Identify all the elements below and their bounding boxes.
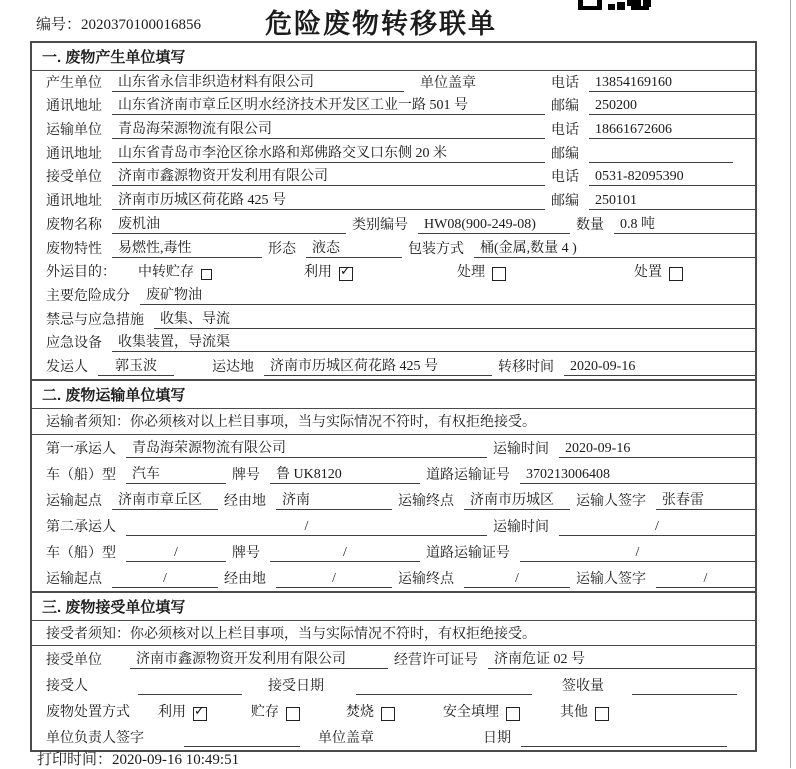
quantity-value: 0.8 吨 [614,213,755,234]
page-title: 危险废物转移联单 [265,9,497,39]
zip-label: 邮编 [551,146,579,162]
checkbox-disposal-incineration[interactable] [381,707,395,721]
first-carrier-time-value: 2020-09-16 [559,441,755,458]
first-carrier-value: 青岛海荣源物流有限公司 [126,437,487,458]
print-time [37,748,239,769]
first-via-value: 济南 [276,489,392,510]
first-vehicle-value: 汽车 [126,463,226,484]
checkbox-disposal[interactable] [669,267,683,281]
receiver-person-value [138,679,242,695]
first-origin-value: 济南市章丘区 [112,489,218,510]
address-label: 通讯地址 [46,99,102,115]
second-via-value: / [276,571,392,588]
checkbox-disposal-other[interactable] [595,707,609,721]
row-second-carrier [32,513,755,539]
disposal-option-incineration [346,701,395,721]
row-producer-address [32,95,755,119]
row-shipper [32,355,755,379]
receiver-person-label: 接受人 [46,678,88,694]
disposal-method-label: 废物处置方式 [46,704,130,720]
receiving-unit-value: 济南市鑫源物资开发利用有限公司 [130,648,388,669]
first-terminus-value: 济南市历城区 [464,489,570,510]
checkbox-transfer-storage[interactable] [201,269,212,280]
transfer-date-label: 转移时间 [498,359,554,375]
second-vehicle-value: / [126,545,226,562]
purpose-option-disposal [634,261,683,281]
row-hazard-component [32,284,755,308]
taboo-label: 禁忌与应急措施 [46,312,144,328]
packing-label: 包装方式 [408,241,464,257]
equipment-label: 应急设备 [46,336,102,352]
producer-label: 产生单位 [46,75,102,91]
purpose-label: 外运目的： [46,265,116,281]
row-emergency-equipment [32,332,755,356]
waste-name-value: 废机油 [112,213,346,234]
zip-label: 邮编 [551,99,579,115]
second-carrier-time-value: / [559,519,755,536]
destination-label: 运达地 [212,359,254,375]
option-label: 处置 [634,265,662,281]
row-second-vehicle [32,539,755,565]
origin-label: 运输起点 [46,493,102,509]
option-label: 其他 [560,704,588,720]
shipper-value: 郭玉波 [98,355,174,376]
terminus-label: 运输终点 [398,493,454,509]
category-label: 类别编号 [352,217,408,233]
phone-label: 电话 [551,170,579,186]
hazard-label: 主要危险成分 [46,288,130,304]
receiving-unit-label: 接受单位 [46,652,102,668]
row-first-route [32,487,755,513]
option-label: 贮存 [251,704,279,720]
transporter-notice [32,409,755,435]
notice-text: 运输者须知：你必须核对以上栏目事项，当与实际情况不符时，有权拒绝接受。 [46,415,536,431]
address-label: 通讯地址 [46,194,102,210]
vehicle-type-label: 车（船）型 [46,467,116,483]
road-permit-label: 道路运输证号 [426,545,510,561]
option-label: 利用 [158,704,186,720]
checkbox-use[interactable] [339,267,353,281]
producer-phone-value: 13854169160 [589,75,755,92]
second-carrier-label: 第二承运人 [46,519,116,535]
character-label: 废物特性 [46,241,102,257]
option-label: 焚烧 [346,704,374,720]
plate-label: 牌号 [232,545,260,561]
hazard-value: 废矿物油 [140,284,755,305]
received-qty-value [632,679,737,695]
shipper-label: 发运人 [46,359,88,375]
row-transfer-purpose [32,261,755,285]
phone-label: 电话 [551,123,579,139]
producer-address-value: 山东省济南市章丘区明水经济技术开发区工业一路 501 号 [112,94,545,115]
transporter-value: 青岛海荣源物流有限公司 [112,118,545,139]
license-value: 济南危证 02 号 [488,648,755,669]
receiver-value: 济南市鑫源物资开发利用有限公司 [112,165,545,186]
row-taboo-measures [32,308,755,332]
doc-number-label: 编号： [36,17,82,33]
terminus-label: 运输终点 [398,571,454,587]
license-label: 经营许可证号 [394,652,478,668]
second-permit-value: / [520,545,755,562]
transport-time-label: 运输时间 [493,441,549,457]
row-responsible-signature [32,724,755,750]
disposal-option-other [560,701,609,721]
row-first-vehicle [32,461,755,487]
road-permit-label: 道路运输证号 [426,467,510,483]
transport-time-label: 运输时间 [493,519,549,535]
form-label: 形态 [268,241,296,257]
section1-heading: 一. 废物产生单位填写 [32,43,755,71]
receiver-label: 接受单位 [46,170,102,186]
row-receiving-unit [32,646,755,672]
row-waste-character [32,237,755,261]
page-edge-line [790,0,791,768]
option-label: 处理 [457,265,485,281]
second-origin-value: / [112,571,218,588]
destination-value: 济南市历城区荷花路 425 号 [264,355,492,376]
date-value [521,731,727,747]
print-time-value: 2020-09-16 10:49:51 [112,752,240,768]
second-carrier-value: / [126,519,487,536]
transfer-date-value: 2020-09-16 [564,359,755,376]
option-label: 利用 [304,265,332,281]
receiver-phone-value: 0531-82095390 [589,169,755,186]
checkbox-disposal-landfill[interactable] [506,707,520,721]
checkbox-disposal-use[interactable] [193,707,207,721]
producer-value: 山东省永信非织造材料有限公司 [112,71,404,92]
via-label: 经由地 [224,571,266,587]
transporter-phone-value: 18661672606 [589,122,755,139]
receive-date-label: 接受日期 [268,678,324,694]
disposal-option-use [158,701,207,721]
row-receiver [32,166,755,190]
form-value: 液态 [306,237,402,258]
receiver-notice [32,621,755,646]
unit-seal-label: 单位盖章 [318,730,374,746]
row-transporter-address [32,142,755,166]
qr-code-fragment [578,0,652,10]
manifest-form [30,41,757,752]
first-sign-value: 张春雷 [656,489,755,510]
row-second-route [32,565,755,591]
purpose-option-treatment [457,261,506,281]
row-receiver-address [32,189,755,213]
first-permit-value: 370213006408 [520,467,755,484]
date-label: 日期 [483,730,511,746]
receiver-zip-value: 250101 [589,193,755,210]
responsible-sign-value [184,731,300,747]
row-disposal-method [32,698,755,724]
second-sign-value: / [656,571,755,588]
transporter-label: 运输单位 [46,123,102,139]
carrier-sign-label: 运输人签字 [576,493,646,509]
row-transporter [32,118,755,142]
receive-date-value [356,679,532,695]
received-qty-label: 签收量 [562,678,604,694]
row-first-carrier [32,435,755,461]
category-value: HW08(900-249-08) [418,217,570,234]
row-receiver-person [32,672,755,698]
transporter-address-value: 山东省青岛市李沧区徐水路和郑佛路交叉口东侧 20 米 [112,142,545,163]
equipment-value: 收集装置，导流渠 [112,331,755,352]
vehicle-type-label: 车（船）型 [46,545,116,561]
plate-label: 牌号 [232,467,260,483]
checkbox-disposal-storage[interactable] [286,707,300,721]
disposal-option-storage [251,701,300,721]
second-plate-value: / [270,545,420,562]
unit-seal-label: 单位盖章 [420,75,476,91]
address-label: 通讯地址 [46,146,102,162]
transporter-zip-value [589,147,733,163]
first-plate-value: 鲁 UK8120 [270,463,420,484]
zip-label: 邮编 [551,194,579,210]
via-label: 经由地 [224,493,266,509]
first-carrier-label: 第一承运人 [46,441,116,457]
producer-zip-value: 250200 [589,98,755,115]
phone-label: 电话 [551,75,579,91]
doc-number-value: 2020370100016856 [81,17,202,33]
notice-text: 接受者须知：你必须核对以上栏目事项，当与实际情况不符时，有权拒绝接受。 [46,626,536,642]
receiver-address-value: 济南市历城区荷花路 425 号 [112,189,545,210]
carrier-sign-label: 运输人签字 [576,571,646,587]
section3-heading: 三. 废物接受单位填写 [32,593,755,621]
quantity-label: 数量 [576,217,604,233]
checkbox-treatment[interactable] [492,267,506,281]
option-label: 中转贮存 [138,265,194,281]
character-value: 易燃性,毒性 [112,237,262,258]
row-waste-name [32,213,755,237]
purpose-option-use [304,261,353,281]
responsible-sign-label: 单位负责人签字 [46,730,144,746]
origin-label: 运输起点 [46,571,102,587]
section2-heading: 二. 废物运输单位填写 [32,381,755,409]
waste-name-label: 废物名称 [46,217,102,233]
row-producer [32,71,755,95]
taboo-value: 收集、导流 [154,308,755,329]
disposal-option-landfill [443,701,520,721]
packing-value: 桶(金属,数量 4 ) [474,237,755,258]
purpose-option-storage [138,261,212,281]
option-label: 安全填埋 [443,704,499,720]
print-time-label: 打印时间： [37,752,113,768]
second-terminus-value: / [464,571,570,588]
